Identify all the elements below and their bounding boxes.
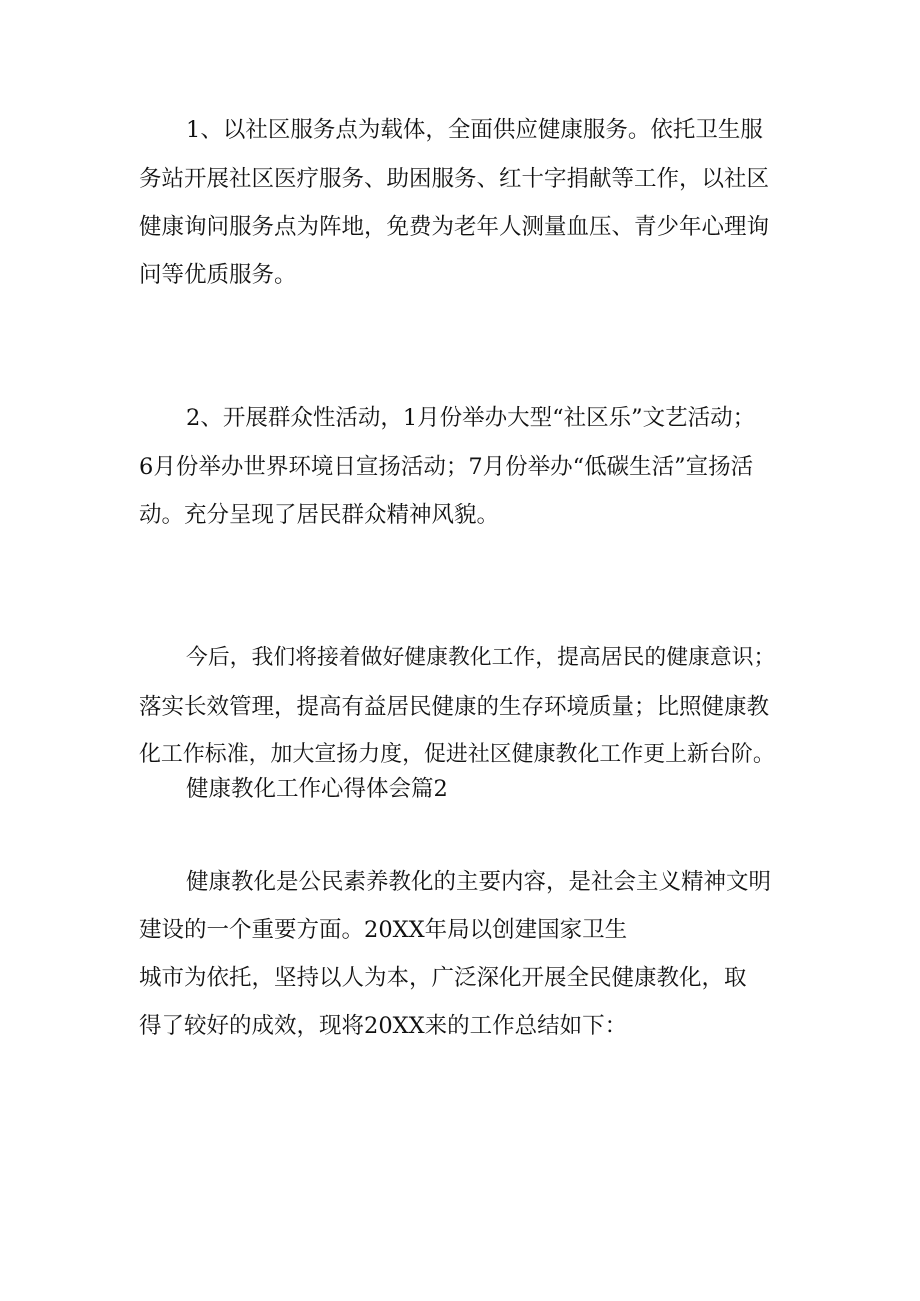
text-line: 1、以社区服务点为载体，全面供应健康服务。依托卫生服 [186,117,763,143]
text-line: 得了较好的成效，现将20XX来的工作总结如下： [139,1013,628,1039]
text-line: 务站开展社区医疗服务、助困服务、红十字捐献等工作，以社区 [139,166,770,192]
text-line: 健康教化是公民素养教化的主要内容，是社会主义精神文明 [186,869,772,895]
text-line: 今后，我们将接着做好健康教化工作，提高居民的健康意识； [186,645,776,670]
text-line: 6月份举办世界环境日宣扬活动；7月份举办“低碳生活”宣扬活 [139,454,754,480]
text-line: 建设的一个重要方面。20XX年局以创建国家卫生 [139,917,628,943]
text-line: 化工作标准，加大宣扬力度，促进社区健康教化工作更上新台阶。 [139,742,775,767]
text-line: 动。充分呈现了居民群众精神风貌。 [139,502,500,528]
section-heading: 健康教化工作心得体会篇2 [186,776,448,802]
text-line: 城市为依托，坚持以人为本，广泛深化开展全民健康教化，取 [139,965,747,991]
text-line: 落实长效管理，提高有益居民健康的生存环境质量；比照健康教 [139,694,770,720]
text-line: 2、开展群众性活动，1月份举办大型“社区乐”文艺活动； [186,405,756,431]
text-line: 问等优质服务。 [139,262,297,288]
text-line: 健康询问服务点为阵地，免费为老年人测量血压、青少年心理询 [139,214,770,240]
